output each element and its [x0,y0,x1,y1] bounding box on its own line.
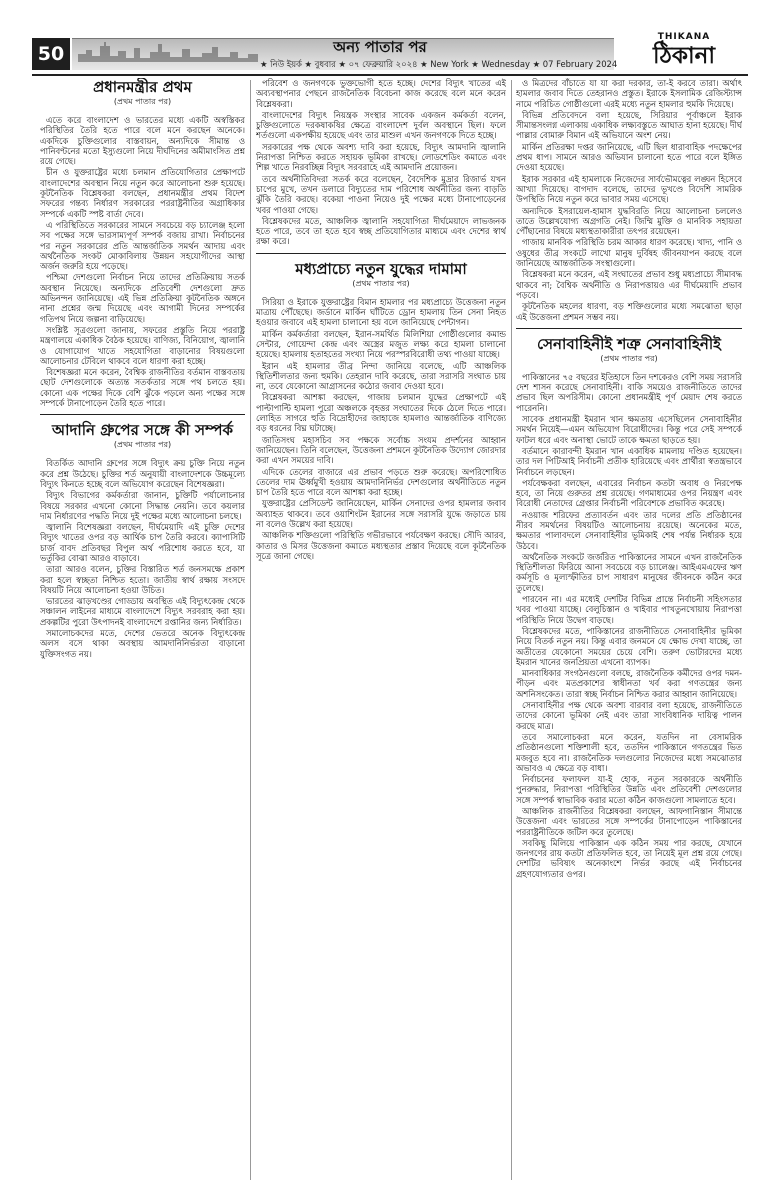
article-body [516,372,742,593]
article-headline: মধ্যপ্রাচ্যে নতুন যুদ্ধের দামামা [295,259,467,278]
paragraph: সেনাবাহিনীর পক্ষ থেকে অবশ্য বারবার বলা হয়েছে, রাজনীতিতে তাদের কোনো ভূমিকা নেই এবং তারা সাংবিধানিক দায়িত্ব পালন করছে মাত্র। [516,700,742,731]
paragraph: তবে অর্থনীতিবিদরা সতর্ক করে বলেছেন, বৈদেশিক মুদ্রার রিজার্ভ যখন চাপের মুখে, তখন ডলারে বিদ্যুতের দাম পরিশোধ অর্থনীতির জন্য বাড়তি ঝুঁকি তৈরি করছে। বকেয়া পাওনা নিয়েও দুই পক্ষের মধ্যে টানাপোড়েনের খবর পাওয়া গেছে। [256,173,506,215]
paragraph: যুক্তরাষ্ট্রের প্রেসিডেন্ট জানিয়েছেন, মার্কিন সেনাদের ওপর হামলার জবাব অব্যাহত থাকবে। তবে ওয়াশিংটন ইরানের সঙ্গে সরাসরি যুদ্ধে জড়াতে চায় না বলেও উল্লেখ করা হয়েছে। [256,498,506,529]
brand-bengali: ঠিকানা [652,43,716,69]
article-divider [256,253,506,254]
paragraph: এতে করে বাংলাদেশ ও ভারতের মধ্যে একটি অস্বস্তিকর পরিস্থিতির তৈরি হতে পারে বলে মনে করছেন অনেকে। একদিকে চুক্তিগুলোর বাস্তবায়ন, অন্যদিকে সীমান্ত ও পানিবণ্টনের মতো ইস্যুগুলো নিয়ে দীর্ঘদিনের অমীমাংসিত প্রশ্ন রয়ে গেছে। [40,115,245,167]
article-pm-first-visit [40,78,245,408]
header-rule [32,74,748,76]
column-1 [40,78,245,1182]
paragraph: পারবেন না। এর মধ্যেই দেশটির বিভিন্ন প্রান্তে নির্বাচনী সহিংসতার খবর পাওয়া যাচ্ছে। বেলুচিস্তান ও খাইবার পাখতুনখোয়ায় নিরাপত্তা পরিস্থিতি নিয়ে উদ্বেগ বাড়ছে। [516,594,742,625]
paragraph: বিভিন্ন প্রতিবেদনে বলা হয়েছে, সিরিয়ার পূর্বাঞ্চলে ইরাক সীমান্তসংলগ্ন এলাকায় একাধিক লক্ষ্যবস্তুতে আঘাত হানা হয়েছে। দীর্ঘ পাল্লার বোমারু বিমান এই অভিযানে অংশ নেয়। [516,109,742,141]
paragraph: আঞ্চলিক রাজনীতির বিশ্লেষকরা বলছেন, আফগানিস্তান সীমান্তে উত্তেজনা এবং ভারতের সঙ্গে সম্পর্কের টানাপোড়েন পাকিস্তানের পররাষ্ট্রনীতিকে জটিল করে তুলেছে। [516,806,742,837]
masthead-logo [620,32,748,74]
paragraph: জ্বালানি বিশেষজ্ঞরা বলছেন, দীর্ঘমেয়াদি এই চুক্তি দেশের বিদ্যুৎ খাতের ওপর বড় আর্থিক চাপ তৈরি করবে। ক্যাপাসিটি চার্জ বাবদ প্রতিবছর বিপুল অর্থ পরিশোধ করতে হবে, যা ভর্তুকির বোঝা আরও বাড়াবে। [40,522,245,563]
page-header [0,30,770,72]
paragraph: ইরান এই হামলার তীব্র নিন্দা জানিয়ে বলেছে, এটি আঞ্চলিক স্থিতিশীলতার জন্য হুমকি। তেহরান দাবি করেছে, তারা সরাসরি সংঘাত চায় না, তবে যেকোনো আগ্রাসনের কঠোর জবাব দেওয়া হবে। [256,360,506,392]
paragraph: পশ্চিমা দেশগুলো নির্বাচন নিয়ে তাদের প্রতিক্রিয়ায় সতর্ক অবস্থান নিয়েছে। অন্যদিকে প্রতিবেশী দেশগুলো দ্রুত অভিনন্দন জানিয়েছে। এই ভিন্ন প্রতিক্রিয়া কূটনৈতিক অঙ্গনে নানা প্রশ্নের জন্ম দিয়েছে এবং আগামী দিনের সম্পর্কের গতিপথ নিয়ে জল্পনা বাড়িয়েছে। [40,272,245,324]
article-subhead: (প্রথম পাতার পর) [113,440,172,450]
article-headline: আদানি গ্রুপের সঙ্গে কী সম্পর্ক [52,421,233,440]
paragraph: গাজায় মানবিক পরিস্থিতি চরম আকার ধারণ করেছে। খাদ্য, পানি ও ওষুধের তীব্র সংকটে লাখো মানুষ দুর্বিষহ জীবনযাপন করছে বলে জানিয়েছে আন্তর্জাতিক সংস্থাগুলো। [516,237,742,269]
paragraph: সমালোচকদের মতে, দেশের ভেতরে অনেক বিদ্যুৎকেন্দ্র অলস বসে থাকা অবস্থায় আমদানিনির্ভরতা বাড়ানো যুক্তিসংগত নয়। [40,628,245,659]
article-pakistan-army [516,335,742,593]
article-continuation [516,594,742,879]
page-number: 50 [32,38,70,70]
paragraph: মার্কিন প্রতিরক্ষা দপ্তর জানিয়েছে, এটি ছিল ধারাবাহিক পদক্ষেপের প্রথম ধাপ। সামনে আরও অভিযান চালানো হতে পারে বলে ইঙ্গিত দেওয়া হয়েছে। [516,141,742,173]
article-continuation [256,78,506,247]
paragraph: এদিকে তেলের বাজারে এর প্রভাব পড়তে শুরু করেছে। অপরিশোধিত তেলের দাম ঊর্ধ্বমুখী হওয়ায় আমদানিনির্ভর দেশগুলোর অর্থনীতিতে নতুন চাপ তৈরি হতে পারে বলে আশঙ্কা করা হচ্ছে। [256,466,506,498]
section-title: অন্য পাতার পর [333,38,427,56]
article-adani [40,421,245,659]
paragraph: মার্কিন কর্মকর্তারা বলছেন, ইরান-সমর্থিত মিলিশিয়া গোষ্ঠীগুলোর কমান্ড সেন্টার, গোয়েন্দা কেন্দ্র এবং অস্ত্রের মজুত লক্ষ্য করে হামলা চালানো হয়েছে। হামলায় হতাহতের সংখ্যা নিয়ে পরস্পরবিরোধী তথ্য পাওয়া যাচ্ছে। [256,328,506,360]
paragraph: সিরিয়া ও ইরাকে যুক্তরাষ্ট্রের বিমান হামলার পর মধ্যপ্রাচ্যে উত্তেজনা নতুন মাত্রায় পৌঁছেছে। জর্ডানে মার্কিন ঘাঁটিতে ড্রোন হামলায় তিন সেনা নিহত হওয়ার জবাবে এই হামলা চালানো হয় বলে জানিয়েছে পেন্টাগন। [256,296,506,328]
paragraph: অর্থনৈতিক সংকটে জর্জরিত পাকিস্তানের সামনে এখন রাজনৈতিক স্থিতিশীলতা ফিরিয়ে আনা সবচেয়ে বড় চ্যালেঞ্জ। আইএমএফের ঋণ কর্মসূচি ও মূল্যস্ফীতির চাপ সাধারণ মানুষের জীবনকে কঠিন করে তুলেছে। [516,551,742,593]
paragraph: বাংলাদেশের বিদ্যুৎ নিয়ন্ত্রক সংস্থার সাবেক একজন কর্মকর্তা বলেন, চুক্তিগুলোতে দরকষাকষির ক্ষেত্রে বাংলাদেশ দুর্বল অবস্থানে ছিল। ফলে শর্তগুলো একপক্ষীয় হয়েছে এবং তার মাশুল এখন জনগণকে দিতে হচ্ছে। [256,109,506,141]
paragraph: এ পরিস্থিতিতে সরকারের সামনে সবচেয়ে বড় চ্যালেঞ্জ হলো সব পক্ষের সঙ্গে ভারসাম্যপূর্ণ সম্পর্ক বজায় রাখা। নির্বাচনের পর নতুন সরকারের প্রতি আন্তর্জাতিক সমর্থন আদায় এবং অর্থনৈতিক সংকট মোকাবিলায় উন্নয়ন সহযোগীদের আস্থা অর্জন জরুরি হয়ে পড়েছে। [40,219,245,272]
column-divider [250,80,251,1180]
paragraph: সাবেক প্রধানমন্ত্রী ইমরান খান ক্ষমতায় এসেছিলেন সেনাবাহিনীর সমর্থন নিয়েই—এমন অভিযোগ বিরোধীদের। কিন্তু পরে সেই সম্পর্কে ফাটল ধরে এবং অনাস্থা ভোটে তাকে ক্ষমতা ছাড়তে হয়। [516,414,742,445]
paragraph: ইরাক সরকার এই হামলাকে নিজেদের সার্বভৌমত্বের লঙ্ঘন হিসেবে আখ্যা দিয়েছে। বাগদাদ বলেছে, তাদের ভূখণ্ডে বিদেশি সামরিক উপস্থিতি নিয়ে নতুন করে ভাবার সময় এসেছে। [516,173,742,205]
paragraph: সংশ্লিষ্ট সূত্রগুলো জানায়, সফরের প্রস্তুতি নিয়ে পররাষ্ট্র মন্ত্রণালয়ে একাধিক বৈঠক হয়েছে। বাণিজ্য, বিনিয়োগ, জ্বালানি ও যোগাযোগ খাতে সহযোগিতা বাড়ানোর বিষয়গুলো আলোচনার টেবিলে থাকবে বলে ধারণা করা হচ্ছে। [40,324,245,366]
paragraph: তারা আরও বলেন, চুক্তির বিস্তারিত শর্ত জনসমক্ষে প্রকাশ করা হলে স্বচ্ছতা নিশ্চিত হতো। জাতীয় স্বার্থ রক্ষায় সংসদে বিষয়টি নিয়ে আলোচনা হওয়া উচিত। [40,564,245,595]
column-2 [256,78,506,1182]
paragraph: পর্যবেক্ষকরা বলছেন, এবারের নির্বাচন কতটা অবাধ ও নিরপেক্ষ হবে, তা নিয়ে গুরুতর প্রশ্ন রয়েছে। গণমাধ্যমের ওপর নিয়ন্ত্রণ এবং বিরোধী নেতাদের গ্রেপ্তার নির্বাচনী পরিবেশকে প্রভাবিত করেছে। [516,477,742,509]
paragraph: বিদ্যুৎ বিভাগের কর্মকর্তারা জানান, চুক্তিটি পর্যালোচনার বিষয়ে সরকার এখনো কোনো সিদ্ধান্ত নেয়নি। তবে কয়লার দাম নির্ধারণের পদ্ধতি নিয়ে দুই পক্ষের মধ্যে আলোচনা চলছে। [40,490,245,521]
paragraph: পরিবেশ ও জনগণকে ভুক্তভোগী হতে হচ্ছে। দেশের বিদ্যুৎ খাতের এই অব্যবস্থাপনার পেছনে রাজনৈতিক বিবেচনা কাজ করেছে বলে মনে করেন বিশ্লেষকরা। [256,78,506,109]
paragraph: সরকারের পক্ষ থেকে অবশ্য দাবি করা হয়েছে, বিদ্যুৎ আমদানি জ্বালানি নিরাপত্তা নিশ্চিত করতে সহায়ক ভূমিকা রাখছে। লোডশেডিং কমাতে এবং শিল্প খাতে নিরবচ্ছিন্ন বিদ্যুৎ সরবরাহে এই আমদানি প্রয়োজন। [256,141,506,173]
article-body [40,115,245,408]
article-subhead: (প্রথম পাতার পর) [600,353,658,363]
paragraph: বিশ্লেষকরা আশঙ্কা করছেন, গাজায় চলমান যুদ্ধের প্রেক্ষাপটে এই পাল্টাপাল্টি হামলা পুরো অঞ্চলকে বৃহত্তর সংঘাতের দিকে ঠেলে দিতে পারে। লোহিত সাগরে হুতি বিদ্রোহীদের জাহাজে হামলাও আন্তর্জাতিক বাণিজ্যে বড় ধরনের বিঘ্ন ঘটাচ্ছে। [256,392,506,434]
article-subhead: (প্রথম পাতার পর) [352,278,410,288]
article-body [256,297,506,561]
paragraph: বিশ্লেষকরা মনে করেন, এই সংঘাতের প্রভাব শুধু মধ্যপ্রাচ্যে সীমাবদ্ধ থাকবে না; বৈশ্বিক অর্থনীতি ও নিরাপত্তায়ও এর দীর্ঘমেয়াদি প্রভাব পড়বে। [516,269,742,300]
article-divider [516,328,742,329]
article-continuation [516,78,742,322]
paragraph: আঞ্চলিক শক্তিগুলো পরিস্থিতি গভীরভাবে পর্যবেক্ষণ করছে। সৌদি আরব, কাতার ও মিসর উত্তেজনা কমাতে মধ্যস্থতার প্রস্তাব দিয়েছে বলে কূটনৈতিক সূত্রে জানা গেছে। [256,530,506,561]
paragraph: বিশ্লেষকদের মতে, পাকিস্তানের রাজনীতিতে সেনাবাহিনীর ভূমিকা নিয়ে বিতর্ক নতুন নয়। কিন্তু এবার জনমনে যে ক্ষোভ দেখা যাচ্ছে, তা অতীতের যেকোনো সময়ের চেয়ে বেশি। তরুণ ভোটারদের মধ্যে ইমরান খানের জনপ্রিয়তা এখনো ব্যাপক। [516,625,742,667]
brand-english: THIKANA [657,32,711,42]
paragraph: ভারতের ঝাড়খণ্ডের গোড্ডায় অবস্থিত এই বিদ্যুৎকেন্দ্র থেকে সঞ্চালন লাইনের মাধ্যমে বাংলাদেশে বিদ্যুৎ সরবরাহ করা হয়। প্রকল্পটির পুরো উৎপাদনই বাংলাদেশে রপ্তানির জন্য নির্ধারিত। [40,596,245,627]
paragraph: পাকিস্তানের ৭৫ বছরের ইতিহাসে তিন দশকেরও বেশি সময় সরাসরি দেশ শাসন করেছে সেনাবাহিনী। বাকি সময়েও রাজনীতিতে তাদের প্রভাব ছিল অপরিসীম। কোনো প্রধানমন্ত্রীই পূর্ণ মেয়াদ শেষ করতে পারেননি। [516,371,742,413]
paragraph: তবে সমালোচকরা মনে করেন, যতদিন না বেসামরিক প্রতিষ্ঠানগুলো শক্তিশালী হবে, ততদিন পাকিস্তানে গণতন্ত্রের ভিত মজবুত হবে না। রাজনৈতিক দলগুলোর নিজেদের মধ্যে সমঝোতার অভাবও এ ক্ষেত্রে বড় বাধা। [516,731,742,773]
article-headline: প্রধানমন্ত্রীর প্রথম [93,78,192,96]
article-subhead: (প্রথম পাতার পর) [113,97,172,106]
paragraph: বিশ্লেষকদের মতে, আঞ্চলিক জ্বালানি সহযোগিতা দীর্ঘমেয়াদে লাভজনক হতে পারে, তবে তা হতে হবে স্বচ্ছ প্রতিযোগিতার মাধ্যমে এবং দেশের স্বার্থ রক্ষা করে। [256,215,506,247]
paragraph: চীন ও যুক্তরাষ্ট্রের মধ্যে চলমান প্রতিযোগিতার প্রেক্ষাপটে বাংলাদেশের অবস্থান নিয়ে নতুন করে আলোচনা শুরু হয়েছে। কূটনৈতিক বিশ্লেষকরা বলছেন, প্রধানমন্ত্রীর প্রথম বিদেশ সফরের গন্তব্য নির্ধারণ সরকারের পররাষ্ট্রনীতির অগ্রাধিকার সম্পর্কে একটি স্পষ্ট বার্তা দেবে। [40,167,245,219]
paragraph: বিশেষজ্ঞরা মনে করেন, বৈশ্বিক রাজনীতির বর্তমান বাস্তবতায় ছোট দেশগুলোকে অত্যন্ত সতর্কতার সঙ্গে পথ চলতে হয়। কোনো এক পক্ষের দিকে বেশি ঝুঁকে পড়লে অন্য পক্ষের সঙ্গে সম্পর্কে টানাপোড়েন তৈরি হতে পারে। [40,367,245,409]
article-divider [40,414,245,415]
paragraph: মানবাধিকার সংগঠনগুলো বলছে, রাজনৈতিক কর্মীদের ওপর দমন-পীড়ন এবং মতপ্রকাশের স্বাধীনতা খর্ব করা গণতন্ত্রের জন্য অশনিসংকেত। তারা স্বচ্ছ নির্বাচন নিশ্চিত করার আহ্বান জানিয়েছে। [516,668,742,699]
paragraph: কূটনৈতিক মহলের ধারণা, বড় শক্তিগুলোর মধ্যে সমঝোতা ছাড়া এই উত্তেজনা প্রশমন সম্ভব নয়। [516,301,742,322]
city-skyline-graphic [78,40,258,62]
paragraph: অন্যদিকে ইসরায়েল-হামাস যুদ্ধবিরতি নিয়ে আলোচনা চললেও তাতে উল্লেখযোগ্য অগ্রগতি নেই। জিম্মি মুক্তি ও মানবিক সহায়তা পৌঁছানোর বিষয়ে মধ্যস্থতাকারীরা তৎপর রয়েছেন। [516,205,742,237]
paragraph: নির্বাচনের ফলাফল যা-ই হোক, নতুন সরকারকে অর্থনীতি পুনরুদ্ধার, নিরাপত্তা পরিস্থিতির উন্নতি এবং প্রতিবেশী দেশগুলোর সঙ্গে সম্পর্ক স্বাভাবিক করার মতো কঠিন কাজগুলো সামলাতে হবে। [516,774,742,805]
paragraph: সবকিছু মিলিয়ে পাকিস্তান এক কঠিন সময় পার করছে, যেখানে জনগণের রায় কতটা প্রতিফলিত হবে, তা নিয়েই মূল প্রশ্ন রয়ে গেছে। দেশটির ভবিষ্যৎ অনেকাংশে নির্ভর করছে এই নির্বাচনের গ্রহণযোগ্যতার ওপর। [516,837,742,879]
column-divider [511,80,512,1180]
paragraph: ও মিত্রদের বাঁচাতে যা যা করা দরকার, তা-ই করবে তারা। অর্থাৎ হামলার জবাব দিতে তেহরানও প্রস্তুত। ইরাকে ইসলামিক রেজিস্ট্যান্স নামে পরিচিত গোষ্ঠীগুলো এরই মধ্যে নতুন হামলার হুমকি দিয়েছে। [516,78,742,109]
paragraph: বিতর্কিত আদানি গ্রুপের সঙ্গে বিদ্যুৎ ক্রয় চুক্তি নিয়ে নতুন করে প্রশ্ন উঠেছে। চুক্তির শর্ত অনুযায়ী বাংলাদেশকে উচ্চমূল্যে বিদ্যুৎ কিনতে হচ্ছে বলে অভিযোগ করেছেন বিশেষজ্ঞরা। [40,458,245,489]
paragraph: নওয়াজ শরিফের প্রত্যাবর্তন এবং তার দলের প্রতি প্রতিষ্ঠানের নীরব সমর্থনের বিষয়টিও আলোচনায় রয়েছে। অনেকের মতে, ক্ষমতার পালাবদলে সেনাবাহিনীর ভূমিকাই শেষ পর্যন্ত নির্ধারক হয়ে উঠবে। [516,509,742,551]
paragraph: জাতিসংঘ মহাসচিব সব পক্ষকে সর্বোচ্চ সংযম প্রদর্শনের আহ্বান জানিয়েছেন। তিনি বলেছেন, উত্তেজনা প্রশমনে কূটনৈতিক উদ্যোগ জোরদার করা এখন সময়ের দাবি। [256,434,506,466]
article-middle-east [256,260,506,561]
column-3 [516,78,742,1182]
paragraph: বর্তমানে কারাবন্দী ইমরান খান একাধিক মামলায় দণ্ডিত হয়েছেন। তার দল পিটিআই নির্বাচনী প্রতীক হারিয়েছে এবং প্রার্থীরা স্বতন্ত্রভাবে নির্বাচনে লড়ছেন। [516,445,742,477]
article-body [40,458,245,659]
date-line: ★ নিউ ইয়র্ক ★ বুধবার ★ ০৭ ফেব্রুয়ারি ২০২৪ ★ New York ★ Wednesday ★ 07 February 2024 [260,59,618,69]
article-headline: সেনাবাহিনীই শত্রু সেনাবাহিনীই [537,334,721,353]
